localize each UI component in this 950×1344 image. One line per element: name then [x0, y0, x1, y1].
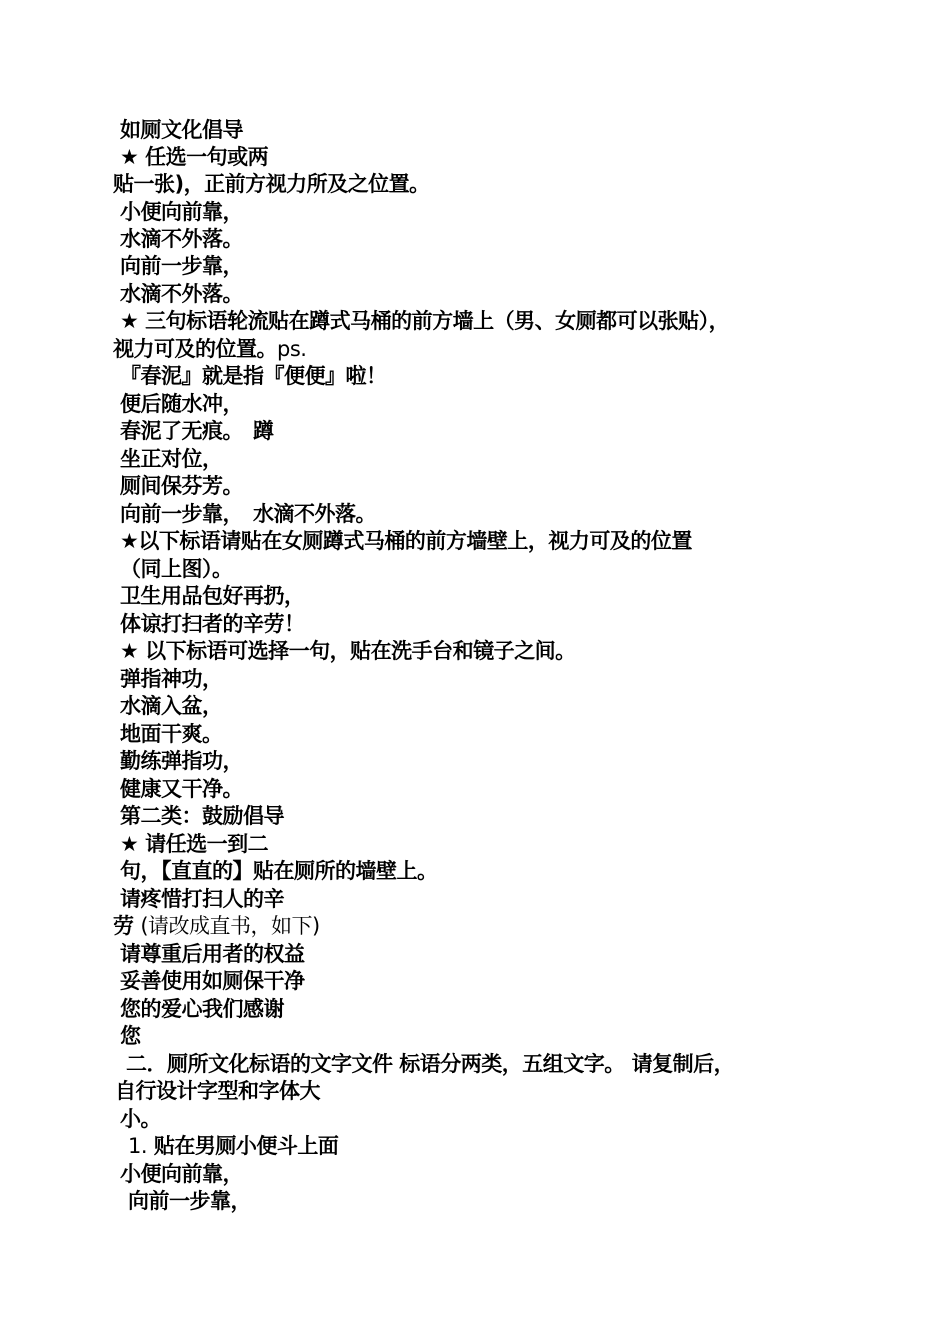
text-line: 健康又干净。: [120, 777, 243, 801]
text-line: 勤练弹指功，: [120, 749, 243, 773]
text-line: 体谅打扫者的辛劳！: [120, 612, 305, 636]
text-line: ★ 任选一句或两: [120, 145, 269, 169]
text-line: 『春泥』就是指『便便』啦！: [120, 364, 387, 388]
text-line: 向前一步靠， 水滴不外落。: [120, 502, 376, 526]
text-line: （同上图）。: [120, 557, 233, 581]
text-segment: 1.: [128, 1134, 148, 1158]
text-line: 弹指神功，: [120, 667, 223, 691]
text-line: [113, 336, 306, 363]
text-line: ★以下标语请贴在女厕蹲式马桶的前方墙壁上，视力可及的位置: [120, 529, 692, 553]
text-line: 便后随水冲，: [120, 392, 243, 416]
text-line: 二．厕所文化标语的文字文件 标语分两类，五组文字。 请复制后，: [126, 1052, 735, 1076]
text-line: 您的爱心我们感谢: [120, 997, 284, 1021]
text-line: 妥善使用如厕保干净: [120, 969, 305, 993]
text-line: 您: [120, 1024, 141, 1048]
text-line: 坐正对位，: [120, 447, 223, 471]
text-line: 句，【直直的】贴在厕所的墙壁上。: [120, 859, 438, 883]
text-line: 请尊重后用者的权益: [120, 942, 305, 966]
text-line: 如厕文化倡导: [120, 118, 243, 142]
text-line: 地面干爽。: [120, 722, 223, 746]
text-line: 卫生用品包好再扔，: [120, 584, 305, 608]
text-line: 小便向前靠，: [120, 200, 243, 224]
text-line: 自行设计字型和字体大: [115, 1079, 320, 1103]
text-segment: 视力可及的位置。: [113, 337, 277, 361]
text-segment: (请改成直书，如下): [140, 914, 320, 938]
text-line: 向前一步靠，: [120, 254, 243, 278]
text-line: 请疼惜打扫人的辛: [120, 887, 284, 911]
text-line: 小。: [120, 1107, 161, 1131]
text-line: 小便向前靠，: [120, 1162, 243, 1186]
text-line: 第二类：鼓励倡导: [120, 804, 284, 828]
text-line: [128, 1133, 338, 1160]
text-line: 厕间保芬芳。: [120, 474, 243, 498]
text-line: 春泥了无痕。 蹲: [120, 419, 274, 443]
text-segment: 贴在男厕小便斗上面: [153, 1134, 339, 1158]
text-segment: ps.: [277, 337, 307, 361]
text-line: 贴一张)，正前方视力所及之位置。: [113, 172, 430, 196]
text-line: ★ 三句标语轮流贴在蹲式马桶的前方墙上（男、女厕都可以张贴），: [120, 309, 730, 333]
text-line: 水滴不外落。: [120, 282, 243, 306]
text-line: 向前一步靠，: [128, 1189, 251, 1213]
text-line: 水滴入盆，: [120, 694, 223, 718]
text-line: ★ 请任选一到二: [120, 832, 269, 856]
text-line: [113, 913, 320, 940]
text-segment: 劳: [113, 914, 134, 938]
text-line: ★ 以下标语可选择一句，贴在洗手台和镜子之间。: [120, 639, 576, 663]
text-line: 水滴不外落。: [120, 227, 243, 251]
